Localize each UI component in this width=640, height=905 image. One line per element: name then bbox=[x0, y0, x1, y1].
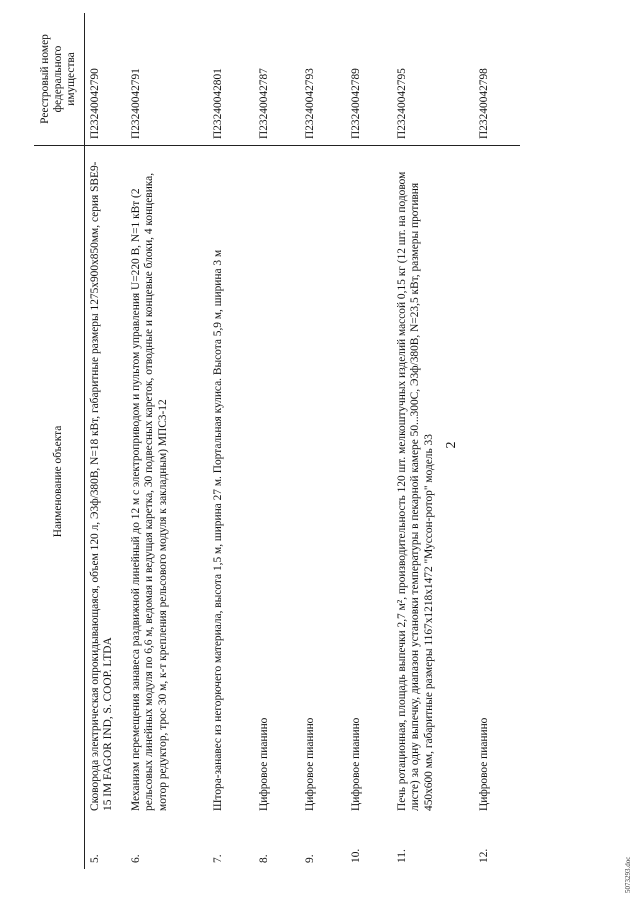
table-row bbox=[392, 13, 474, 869]
row-registry: П23240042789 bbox=[346, 13, 392, 146]
row-number: 11. bbox=[396, 849, 408, 863]
row-number: 10. bbox=[350, 848, 362, 863]
table-row bbox=[346, 13, 392, 869]
row-registry: П23240042795 bbox=[392, 13, 474, 146]
row-name: Печь ротационная, площадь выпечки 2,7 м², производительность 120 шт. мелкоштучных изделий массой 0,15 кг (12 шт. на подовом листе) за одну выпечку, диапазон установки температуры в пекарной камере 50...300С, Э3ф/380В, N=23,5 кВт, размеры противня 450х600 мм, габаритные размеры 1167х1218х1472 "Муссон-ротор" модель 33 bbox=[396, 171, 435, 811]
row-name: Цифровое пианино bbox=[304, 717, 316, 811]
row-registry: П23240042798 bbox=[474, 13, 520, 146]
table-row bbox=[300, 13, 346, 869]
header-number-cell bbox=[34, 817, 84, 869]
table-row bbox=[84, 13, 126, 869]
row-name: Цифровое пианино bbox=[258, 717, 270, 811]
row-registry: П23240042793 bbox=[300, 13, 346, 146]
table-row bbox=[208, 13, 254, 869]
row-number: 5. bbox=[88, 854, 101, 863]
row-number: 7. bbox=[212, 854, 224, 863]
table-row bbox=[474, 13, 520, 869]
row-number: 6. bbox=[130, 854, 142, 863]
row-registry: П23240042791 bbox=[126, 13, 208, 146]
row-number: 12. bbox=[478, 848, 490, 863]
header-name: Наименование объекта bbox=[34, 146, 84, 818]
table-row bbox=[254, 13, 300, 869]
header-registry: Реестровый номер федерального имущества bbox=[34, 13, 84, 146]
row-number: 8. bbox=[258, 854, 270, 863]
row-name: Сковорода электрическая опрокидывающаяся, объем 120 л, Э3ф/380В, N=18 кВт, габаритные размеры 1275х900х850мм, серия SBE9-15 IM FAGOR IND, S. COOP. LTDA bbox=[88, 161, 114, 811]
row-number: 9. bbox=[304, 854, 316, 863]
row-registry: П23240042801 bbox=[208, 13, 254, 146]
table-row bbox=[126, 13, 208, 869]
table-body bbox=[84, 13, 520, 869]
page-number: 2 bbox=[444, 441, 459, 449]
row-registry: П23240042787 bbox=[254, 13, 300, 146]
row-name: Механизм перемещения занавеса раздвижной линейный до 12 м с электроприводом и пультом управления U=220 В, N=1 кВт (2 рельсовых линейных модуля по 6,6 м, ведомая и ведущая каретка, 30 подвесных кареток, отводные и концевые блоки, 4 концевика, мотор редуктор, трос 30 м, к-т крепления рельсового модуля к закладным) МПС3-12 bbox=[130, 172, 169, 811]
registry-table-wrapper bbox=[34, 13, 594, 869]
row-name: Цифровое пианино bbox=[350, 717, 362, 811]
row-registry: П23240042790 bbox=[84, 13, 126, 146]
footer-filename: 5073293.doc bbox=[624, 856, 632, 893]
row-name: Штора-занавес из негорючего материала, высота 1,5 м, ширина 27 м. Портальная кулиса. Высота 5,9 м, ширина 3 м bbox=[212, 249, 224, 811]
table-header-row bbox=[34, 13, 84, 869]
registry-table bbox=[34, 13, 520, 869]
row-name: Цифровое пианино bbox=[478, 717, 490, 811]
